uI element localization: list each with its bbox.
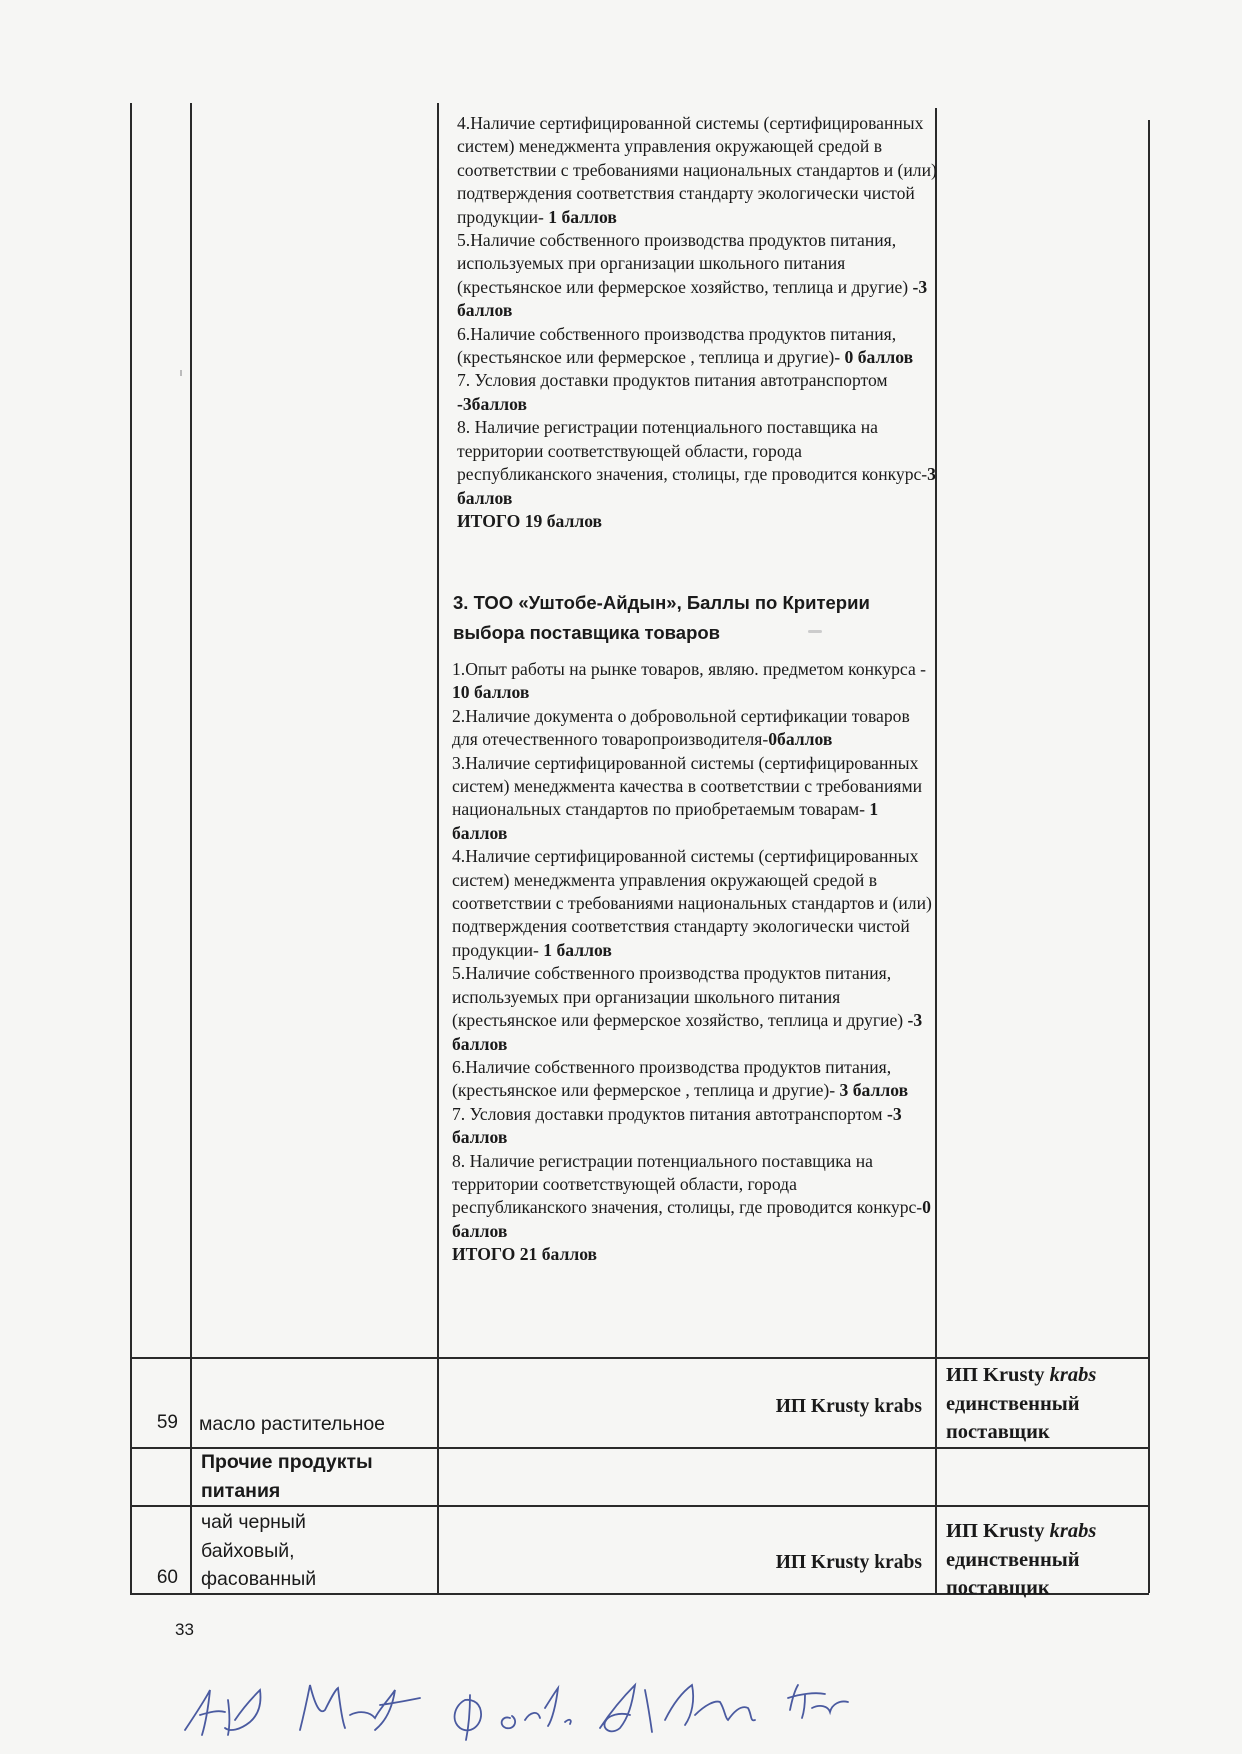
criterion-item: 2.Наличие документа о добровольной сертификации товаров для отечественного товаропроизводителя-0баллов — [452, 705, 910, 750]
row-number: 59 — [156, 1412, 178, 1433]
row-divider-1 — [130, 1357, 1149, 1359]
criterion-item: 8. Наличие регистрации потенциального поставщика на территории соответствующей области, города республиканского значения, столицы, где проводится конкурс-3 баллов — [457, 417, 936, 508]
table-border-left — [130, 103, 132, 1593]
criterion-item: 1.Опыт работы на рынке товаров, являю. предметом конкурса - 10 баллов — [452, 659, 927, 703]
page-number: 33 — [175, 1620, 194, 1639]
scan-mark — [180, 370, 182, 376]
criterion-item: 3.Наличие сертифицированной системы (сертифицированных систем) менеджмента качества в соответствии с требованиями национальных стандартов по приобретаемым товарам- 1 баллов — [452, 752, 923, 843]
supplier2-total: ИТОГО 19 баллов — [457, 510, 603, 531]
criterion-item: 7. Условия доставки продуктов питания автотранспортом -3 баллов — [452, 1103, 902, 1148]
criterion-item: 8. Наличие регистрации потенциального поставщика на территории соответствующей области, города республиканского значения, столицы, где проводится конкурс-0 баллов — [452, 1150, 931, 1241]
criterion-item: 4.Наличие сертифицированной системы (сертифицированных систем) менеджмента управления окружающей средой в соответствии с требованиями национальных стандартов и (или) подтверждения соответствия стандарту экологически чистой продукции- 1 баллов — [452, 846, 932, 960]
signatures-image — [180, 1660, 980, 1745]
column-divider-2 — [437, 103, 439, 1593]
row-number: 60 — [156, 1567, 178, 1588]
supplier3-criteria-block — [452, 658, 932, 1267]
category-label: Прочие продукты питания — [201, 1451, 373, 1502]
product-name: масло растительное — [199, 1413, 386, 1435]
result-cell: ИП Krusty krabs единственный поставщик — [946, 1520, 1097, 1599]
criterion-item: 6.Наличие собственного производства продуктов питания, (крестьянское или фермерское , теплица и другие)- 0 баллов — [457, 323, 914, 368]
criterion-item: 5.Наличие собственного производства продуктов питания, используемых при организации школьного питания (крестьянское или фермерское хозяйство, теплица и другие) -3 баллов — [452, 963, 923, 1054]
criterion-item: 5.Наличие собственного производства продуктов питания, используемых при организации школьного питания (крестьянское или фермерское хозяйство, теплица и другие) -3 баллов — [457, 230, 928, 321]
supplier2-criteria-block — [457, 112, 937, 533]
supplier3-heading: 3. ТОО «Уштобе-Айдын», Баллы по Критерии выбора поставщика товаров — [453, 592, 870, 643]
table-border-right — [1148, 120, 1150, 1593]
scan-mark — [808, 630, 822, 633]
result-cell: ИП Krusty krabs единственный поставщик — [946, 1364, 1097, 1443]
column-divider-1 — [190, 103, 192, 1593]
criterion-item: 7. Условия доставки продуктов питания автотранспортом -3баллов — [457, 370, 888, 414]
product-name: чай черный байховый, фасованный — [201, 1511, 317, 1590]
winner-name: ИП Krusty krabs — [775, 1396, 922, 1417]
row-divider-3 — [130, 1505, 1149, 1507]
criterion-item: 4.Наличие сертифицированной системы (сертифицированных систем) менеджмента управления окружающей средой в соответствии с требованиями национальных стандартов и (или) подтверждения соответствия стандарту экологически чистой продукции- 1 баллов — [457, 113, 937, 227]
criterion-item: 6.Наличие собственного производства продуктов питания, (крестьянское или фермерское , теплица и другие)- 3 баллов — [452, 1056, 909, 1101]
winner-name: ИП Krusty krabs — [775, 1552, 922, 1573]
supplier3-total: ИТОГО 21 баллов — [452, 1244, 598, 1265]
